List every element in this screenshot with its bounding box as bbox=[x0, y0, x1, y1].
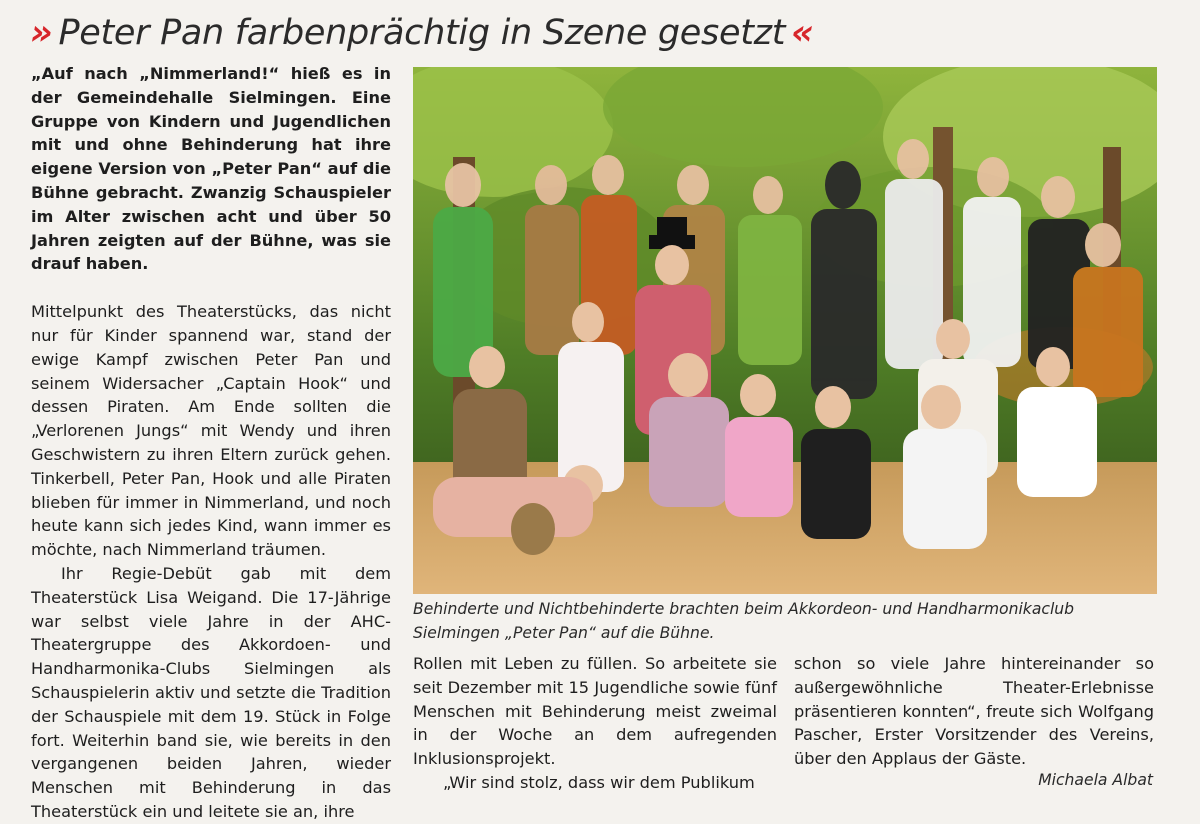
body-paragraph-2: Ihr Regie-Debüt gab mit dem Theaterstück Lisa Weigand. Die 17-Jährige war selbst viele Jahre in der AHC-Theatergruppe des Akkordoen- und Handharmonika-Clubs Sielmingen als Schauspielerin aktiv und setzte die Tradition der Schauspiele mit dem 19. Stück in Folge fort. Weiterhin band sie, wie bereits in den vergangenen beiden Jahren, wieder Menschen mit Behinderung in das Theaterstück ein und leitete sie an, ihre bbox=[31, 563, 391, 821]
body-paragraph-3: „Wir sind stolz, dass wir dem Publikum bbox=[443, 772, 755, 792]
body-paragraph-1: Mittelpunkt des Theaterstücks, das nicht nur für Kinder spannend war, stand der ewige Kampf zwischen Peter Pan und seinem Widersacher „Captain Hook“ und dessen Piraten. Am Ende sollten die „Verlorenen Jungs“ mit Wendy und ihren Geschwistern zu ihren Eltern zurück gehen. Tinkerbell, Peter Pan, Hook und alle Piraten blieben für immer in Nimmerland, und noch heute kann sich jedes Kind, wann immer es möchte, nach Nimmerland träumen. bbox=[31, 302, 391, 560]
column-middle bbox=[413, 652, 777, 795]
headline-text: Peter Pan farbenprächtig in Szene gesetzt bbox=[58, 13, 786, 53]
column-right bbox=[794, 652, 1154, 771]
headline bbox=[30, 8, 1170, 58]
author-byline: Michaela Albat bbox=[1038, 771, 1153, 789]
theater-cast-photo bbox=[413, 67, 1157, 594]
headline-close-quote: « bbox=[791, 13, 814, 53]
body-paragraph-3-continued: schon so viele Jahre hintereinander so außergewöhnliche Theater-Erlebnisse präsentieren konnten“, freute sich Wolfgang Pascher, Erster Vorsitzender des Vereins, über den Applaus der Gäste. bbox=[794, 654, 1154, 769]
lead-paragraph: „Auf nach „Nimmerland!“ hieß es in der Gemeindehalle Sielmingen. Eine Gruppe von Kindern und Jugendlichen mit und ohne Behinderung hat ihre eigene Version von „Peter Pan“ auf die Bühne gebracht. Zwanzig Schauspieler im Alter zwischen acht und über 50 Jahren zeigten auf der Bühne, was sie drauf haben. bbox=[31, 64, 391, 274]
body-paragraph-2-continued: Rollen mit Leben zu füllen. So arbeitete sie seit Dezember mit 15 Jugendliche sowie fünf Menschen mit Behinderung meist zweimal in der Woche an dem aufregenden Inklusionsprojekt. bbox=[413, 654, 777, 769]
article-photo bbox=[413, 67, 1157, 594]
column-left bbox=[31, 62, 391, 824]
headline-open-quote: » bbox=[30, 13, 53, 53]
photo-caption: Behinderte und Nichtbehinderte brachten beim Akkordeon- und Handharmonikaclub Sielmingen „Peter Pan“ auf die Bühne. bbox=[413, 600, 1075, 642]
